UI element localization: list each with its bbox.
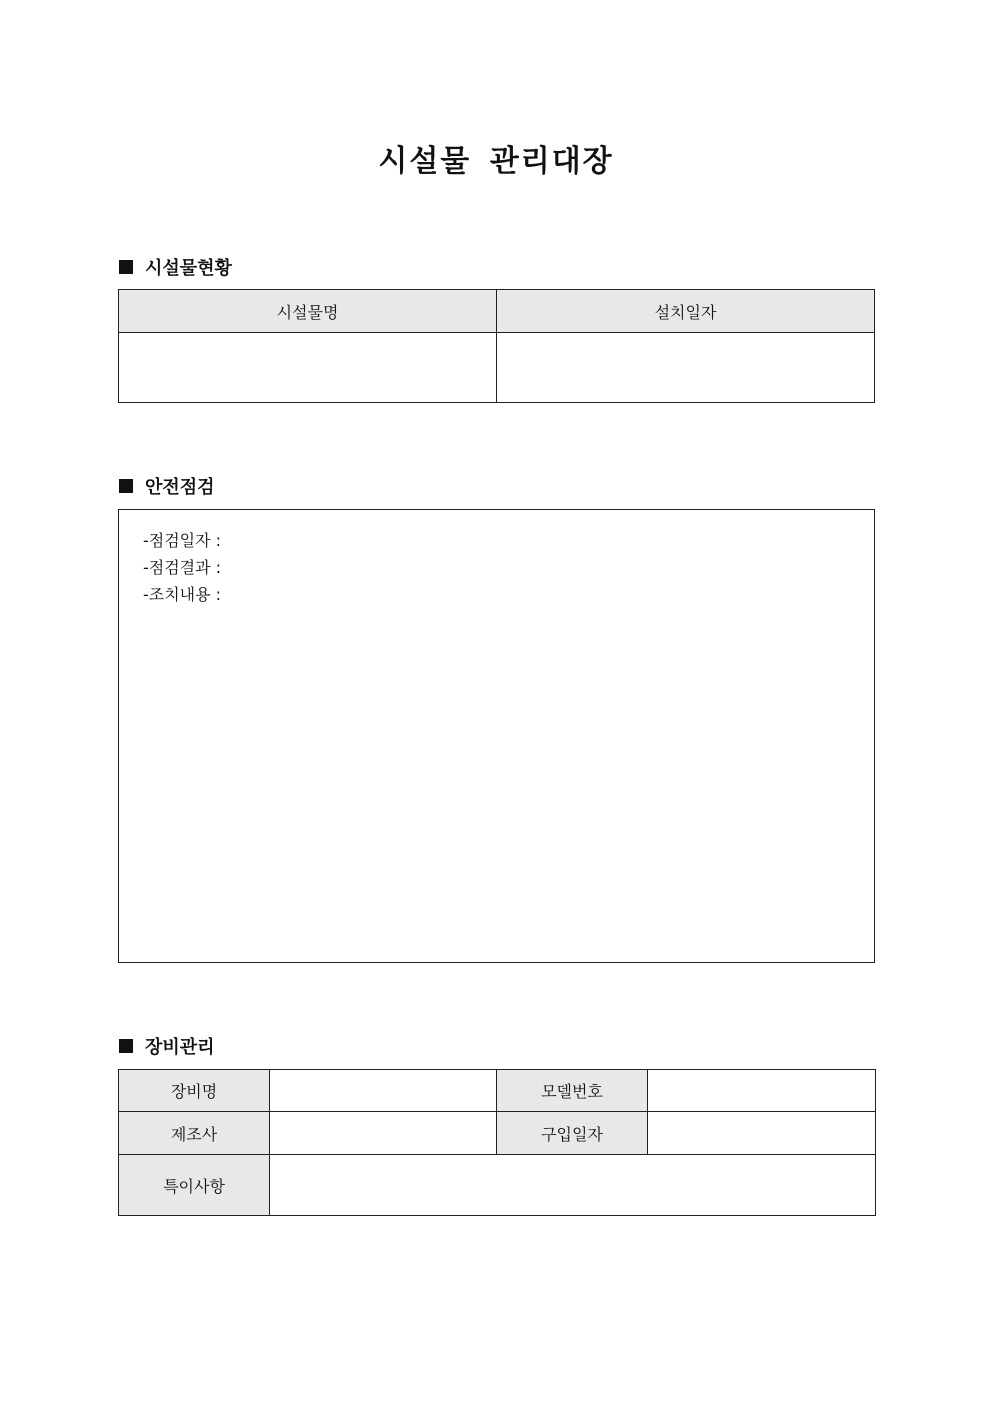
section-heading-label: 시설물현황: [145, 258, 232, 279]
equipment-table: [118, 1069, 876, 1216]
notes-cell[interactable]: [270, 1155, 876, 1216]
label-manufacturer: 제조사: [119, 1112, 270, 1155]
manufacturer-cell[interactable]: [270, 1112, 497, 1155]
section-heading-safety-inspection: [119, 473, 215, 499]
action-taken-line: -조치내용 :: [143, 585, 222, 604]
facility-status-table: [118, 289, 875, 403]
inspection-date-line: -점검일자 :: [143, 531, 222, 550]
equipment-name-cell[interactable]: [270, 1070, 497, 1112]
square-bullet-icon: [119, 479, 133, 493]
section-heading-equipment-management: [119, 1033, 215, 1059]
label-purchase-date: 구입일자: [497, 1112, 648, 1155]
section-heading-label: 장비관리: [145, 1037, 215, 1058]
facility-name-cell[interactable]: [119, 333, 497, 403]
section-heading-facility-status: [119, 254, 232, 280]
square-bullet-icon: [119, 1039, 133, 1053]
safety-inspection-box[interactable]: [118, 509, 875, 963]
header-facility-name: 시설물명: [119, 290, 497, 333]
purchase-date-cell[interactable]: [648, 1112, 876, 1155]
label-notes: 특이사항: [119, 1155, 270, 1216]
page-title: 시설물 관리대장: [378, 144, 614, 179]
inspection-result-line: -점검결과 :: [143, 558, 222, 577]
label-model-number: 모델번호: [497, 1070, 648, 1112]
model-number-cell[interactable]: [648, 1070, 876, 1112]
install-date-cell[interactable]: [497, 333, 875, 403]
header-install-date: 설치일자: [497, 290, 875, 333]
section-heading-label: 안전점검: [145, 477, 215, 498]
square-bullet-icon: [119, 260, 133, 274]
label-equipment-name: 장비명: [119, 1070, 270, 1112]
